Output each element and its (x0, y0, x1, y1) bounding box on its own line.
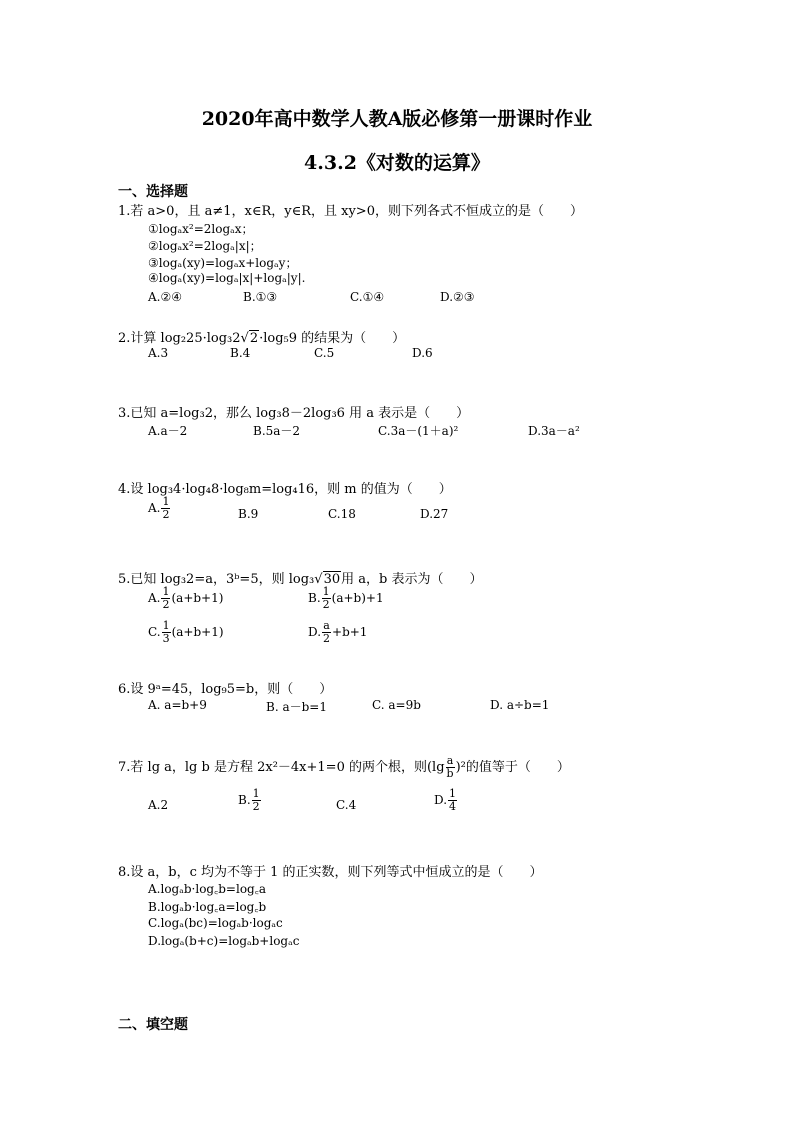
question-2-option-a: A.3 (148, 346, 169, 360)
fraction (161, 586, 170, 611)
option-text: (a+b)+1 (331, 591, 384, 605)
fraction (446, 755, 455, 780)
question-7-stem-post: )²的值等于（ ） (455, 760, 570, 775)
document-title: 2020年高中数学人教A版必修第一册课时作业 (201, 108, 593, 130)
numerator: a (446, 754, 454, 767)
question-1-stem: 1.若 a>0，且 a≠1，x∈R，y∈R，且 xy>0，则下列各式不恒成立的是（ ） (118, 204, 583, 219)
option-letter: A. (148, 591, 161, 605)
numerator: 1 (162, 619, 170, 632)
question-5-option-d (308, 620, 367, 645)
question-3-option-b: B.5a－2 (253, 424, 301, 438)
fraction (322, 620, 331, 645)
question-6-option-b: B. a－b=1 (266, 700, 327, 714)
section-heading-fill-in: 二、填空题 (118, 1017, 188, 1033)
question-6-option-c: C. a=9b (372, 698, 421, 712)
question-1-option-a: A.②④ (148, 290, 182, 304)
fraction (161, 496, 170, 521)
question-2-option-b: B.4 (230, 346, 251, 360)
question-4-option-d: D.27 (420, 507, 449, 521)
question-7-stem (118, 755, 570, 780)
denominator: 2 (322, 598, 330, 611)
question-2-stem-post: ·log₅9 的结果为（ ） (259, 331, 406, 346)
question-5-option-c (148, 620, 224, 645)
question-4-option-c: C.18 (328, 507, 356, 521)
square-root-sign: √30 (314, 572, 341, 587)
question-8-option-a: A.logₐb·log꜀b=log꜀a (148, 882, 267, 896)
option-letter: C. (148, 625, 161, 639)
square-root-sign: √2 (240, 331, 259, 346)
numerator: 1 (322, 585, 330, 598)
question-8-option-b: B.logₐb·log꜀a=log꜀b (148, 900, 267, 914)
question-2-stem (118, 327, 405, 346)
question-3-option-a: A.a－2 (148, 424, 188, 438)
question-2-radicand: 2 (249, 331, 259, 346)
question-5-stem (118, 568, 482, 587)
document-subtitle: 4.3.2《对数的运算》 (304, 152, 490, 174)
question-3-stem: 3.已知 a=log₃2，那么 log₃8－2log₃6 用 a 表示是（ ） (118, 406, 470, 421)
option-letter: B. (238, 793, 251, 807)
denominator: 2 (252, 800, 260, 813)
numerator: a (323, 619, 330, 632)
option-text: (a+b+1) (171, 591, 224, 605)
question-4-option-a (148, 496, 171, 521)
denominator: 2 (323, 632, 331, 645)
option-letter: D. (434, 793, 448, 807)
question-4-stem: 4.设 log₃4·log₄8·log₈m=log₄16，则 m 的值为（ ） (118, 482, 452, 497)
question-1-option-d: D.②③ (440, 290, 475, 304)
denominator: 2 (162, 598, 170, 611)
denominator: 3 (162, 632, 170, 645)
option-letter: B. (308, 591, 321, 605)
question-8-stem: 8.设 a，b，c 均为不等于 1 的正实数，则下列等式中恒成立的是（ ） (118, 865, 543, 880)
option-letter: A. (148, 501, 161, 515)
question-2-option-c: C.5 (314, 346, 335, 360)
question-6-stem: 6.设 9ᵃ=45，log₉5=b，则（ ） (118, 682, 333, 697)
question-1-statement-4: ④logₐ(xy)=logₐ|x|+logₐ|y|. (148, 271, 306, 285)
question-7-option-c: C.4 (336, 798, 357, 812)
question-2-stem-pre: 2.计算 log₂25·log₃2 (118, 331, 241, 346)
section-heading-choice: 一、选择题 (118, 184, 188, 200)
option-text: +b+1 (332, 625, 368, 639)
question-5-stem-pre: 5.已知 log₃2=a，3ᵇ=5，则 log₃ (118, 572, 315, 587)
question-7-stem-pre: 7.若 lg a，lg b 是方程 2x²－4x+1=0 的两个根，则(lg (118, 760, 445, 775)
question-5-radicand: 30 (323, 572, 341, 587)
numerator: 1 (449, 787, 457, 800)
question-1-statement-1: ①logₐx²=2logₐx； (148, 222, 254, 236)
option-letter: D. (308, 625, 322, 639)
fraction (322, 586, 331, 611)
question-1-statement-2: ②logₐx²=2logₐ|x|； (148, 239, 262, 253)
question-2-option-d: D.6 (412, 346, 433, 360)
question-3-option-d: D.3a－a² (528, 424, 580, 438)
question-7-option-a: A.2 (148, 798, 169, 812)
question-5-option-b (308, 586, 384, 611)
denominator: 2 (162, 508, 170, 521)
question-8-option-c: C.logₐ(bc)=logₐb·logₐc (148, 916, 283, 930)
question-7-option-b (238, 788, 262, 813)
numerator: 1 (252, 787, 260, 800)
question-1-statement-3: ③logₐ(xy)=logₐx+logₐy； (148, 256, 298, 270)
question-5-option-a (148, 586, 223, 611)
question-3-option-c: C.3a－(1＋a)² (378, 424, 459, 438)
numerator: 1 (162, 585, 170, 598)
fraction (252, 788, 261, 813)
question-1-option-c: C.①④ (350, 290, 385, 304)
question-7-option-d (434, 788, 458, 813)
fraction (448, 788, 457, 813)
question-1-option-b: B.①③ (243, 290, 278, 304)
denominator: 4 (449, 800, 457, 813)
question-5-stem-post: 用 a，b 表示为（ ） (341, 572, 483, 587)
option-text: (a+b+1) (171, 625, 224, 639)
question-4-option-b: B.9 (238, 507, 259, 521)
denominator: b (446, 767, 454, 780)
question-8-option-d: D.logₐ(b+c)=logₐb+logₐc (148, 934, 300, 948)
fraction (162, 620, 171, 645)
question-6-option-d: D. a÷b=1 (490, 698, 550, 712)
question-6-option-a: A. a=b+9 (148, 698, 207, 712)
numerator: 1 (162, 495, 170, 508)
